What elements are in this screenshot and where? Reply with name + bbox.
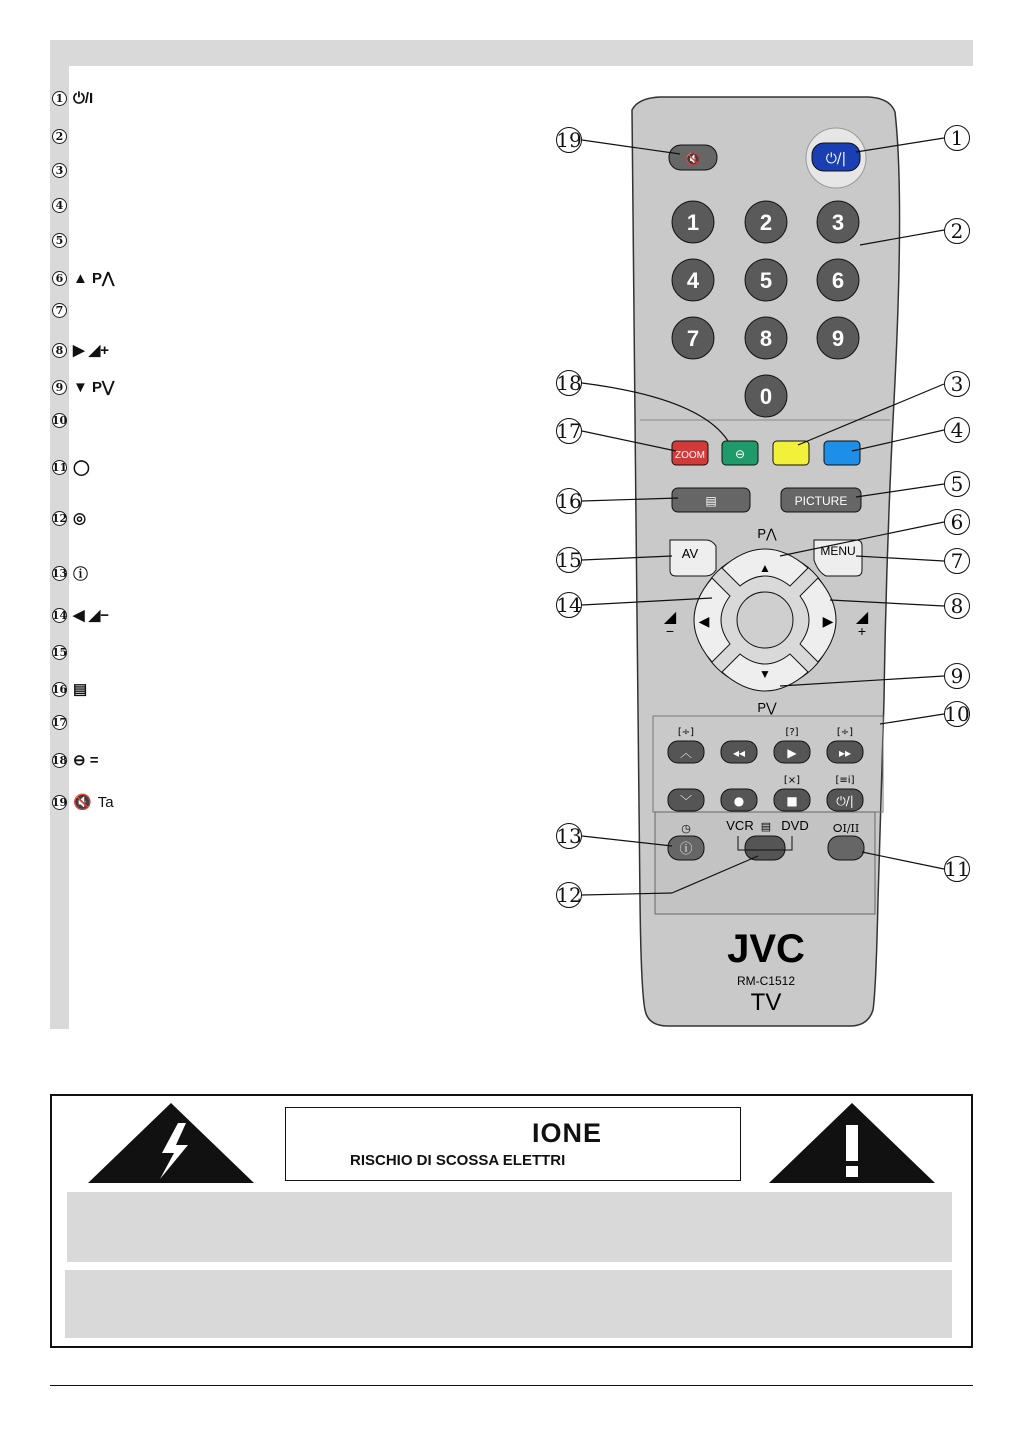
legend-item-16 [52,680,87,698]
legend-number: 11 [51,460,68,474]
callout-17: 17 [556,419,582,443]
key-1-label: 1 [686,210,700,235]
yellow-button [773,441,809,465]
dvd-label: DVD [781,818,809,833]
vol-minus-icon: ◢ [663,609,677,626]
footer-rule [50,1385,973,1386]
callout-9: 9 [944,663,970,689]
vcr-key-mini-icon: [≡i] [835,775,855,786]
timer-icon: ◷ [681,823,691,835]
warning-text-block-2 [65,1270,952,1338]
callout-16: 16 [556,489,582,513]
vcr-key-mini-icon: [?] [785,727,799,738]
vcr-key-mini-icon: [÷] [677,727,695,738]
legend-symbol-icon: ▲ P⋀ [73,270,115,287]
vcr-key-icon: ▸▸ [838,746,852,760]
vcr-dvd-switch [745,836,785,860]
left-arrow-icon: ◀ [698,613,710,629]
key-7-label: 7 [686,326,700,351]
callout-14: 14 [556,593,582,617]
dpad-center [737,592,793,648]
vol-plus-icon: ◢ [855,609,869,626]
legend-symbol-icon: ▶ ◢+ [73,342,109,359]
swap-icon: ⊖ [734,447,746,461]
legend-symbol-icon: ▤ [73,681,88,698]
legend-number: 10 [51,414,68,427]
legend-item-5 [52,233,67,248]
legend-item-14 [52,606,109,624]
warning-subtitle: RISCHIO DI SCOSSA ELETTRI [350,1152,566,1169]
callout-13: 13 [556,824,582,848]
legend-text: Ta [97,793,114,811]
power-icon: ⏻/| [825,151,847,167]
legend-item-12 [52,509,86,527]
callout-1: 1 [944,125,970,151]
legend-item-2 [52,129,67,144]
warning-title-box [285,1107,741,1181]
p-up-label: P⋀ [757,526,777,541]
callout-19: 19 [556,128,582,152]
key-3-label: 3 [831,210,845,235]
vcr-key-icon: ⏻/| [836,794,854,808]
warning-text-block-1 [67,1192,952,1262]
key-4-label: 4 [686,268,700,293]
legend-symbol-icon: ◀ ◢− [73,607,109,624]
legend-item-11 [52,458,90,476]
blue-button [824,441,860,465]
vcr-key-mini-icon: [×] [783,775,801,786]
callout-3: 3 [944,371,970,397]
sound-mode-label: ⵔI/II [832,822,860,835]
legend-number: 13 [51,567,68,580]
legend-symbol-icon: ◎ [73,510,87,527]
legend-number: 14 [51,608,68,622]
info-icon: ⓘ [679,841,693,856]
plus-icon: + [857,623,867,639]
callout-5: 5 [944,471,970,497]
legend-number: 4 [52,198,67,213]
callout-8: 8 [944,593,970,619]
key-8-label: 8 [759,326,773,351]
legend-symbol-icon: 🔇 [73,794,92,811]
legend-number: 5 [52,233,67,248]
warning-title: IONE [532,1118,603,1148]
callout-15: 15 [556,548,582,572]
callout-6: 6 [944,509,970,535]
legend-number: 15 [51,646,68,659]
key-2-label: 2 [759,210,773,235]
up-arrow-icon: ▲ [759,561,771,575]
teletext-icon: ▤ [705,494,717,508]
callout-18: 18 [556,371,582,395]
legend-symbol-icon: ⏻/I [73,90,94,107]
legend-item-9 [52,378,114,396]
key-5-label: 5 [759,268,773,293]
mute-icon: 🔇 [685,152,701,166]
legend-number: 6 [52,271,67,286]
legend-item-17 [52,715,67,730]
key-0-label: 0 [759,384,773,409]
legend-number: 8 [52,343,67,358]
key-9-label: 9 [831,326,845,351]
exclamation-warning-icon [767,1103,937,1183]
p-down-label: P⋁ [757,700,777,715]
tv-label: TV [750,989,782,1016]
legend-item-19 [52,793,114,811]
legend-item-1 [52,90,93,107]
legend-item-7 [52,303,67,318]
legend-number: 7 [52,303,67,318]
legend-item-10 [52,413,67,428]
legend-symbol-icon: ▼ P⋁ [73,379,115,396]
callout-12: 12 [556,883,582,907]
right-arrow-icon: ▶ [822,613,834,629]
legend-number: 19 [51,795,68,809]
legend-number: 3 [52,163,67,178]
legend-item-13 [52,563,88,584]
legend-symbol-icon: ◯ [73,459,90,476]
legend-item-8 [52,341,109,359]
key-6-label: 6 [831,268,845,293]
legend-item-18 [52,751,99,769]
header-bar [50,40,973,66]
down-arrow-icon: ▼ [759,667,771,681]
sound-mode-button [828,836,864,860]
callout-2: 2 [944,218,970,244]
callout-11: 11 [944,857,970,881]
brand-logo: JVC [727,927,805,971]
vcr-label: VCR [726,818,754,833]
callout-4: 4 [944,417,970,443]
menu-label: MENU [820,544,856,558]
callout-10: 10 [944,702,970,726]
legend-item-6 [52,269,114,287]
legend-number: 2 [52,129,67,144]
legend-number: 12 [51,511,68,525]
legend-number: 16 [51,682,68,696]
picture-label: PICTURE [794,494,848,508]
zoom-label: ZOOM [675,450,705,461]
vcr-key-icon: ︿ [679,746,693,760]
minus-icon: − [665,623,675,639]
vcr-key-icon: ■ [786,794,798,808]
callout-7: 7 [944,548,970,574]
legend-number: 1 [52,91,67,106]
vcr-key-icon: ﹀ [679,794,693,808]
vcr-key-icon: ◂◂ [732,746,746,760]
remote-control-illustration [540,90,980,1030]
legend-item-15 [52,645,67,660]
legend-item-3 [52,163,67,178]
vcr-key-icon: ● [733,794,745,808]
lightning-warning-icon [86,1103,256,1183]
legend-symbol-icon: ⓘ [73,566,89,583]
av-label: AV [681,546,699,561]
vcr-key-icon: ▶ [787,746,797,760]
legend-number: 18 [51,753,68,767]
legend-number: 9 [52,380,67,395]
vcr-key-mini-icon: [÷] [836,727,854,738]
legend-number: 17 [51,716,68,729]
legend-symbol-icon: ⊖ = [73,752,99,769]
model-label: RM-C1512 [736,974,796,988]
legend-item-4 [52,198,67,213]
teletext-mini-icon: ▤ [760,821,772,833]
